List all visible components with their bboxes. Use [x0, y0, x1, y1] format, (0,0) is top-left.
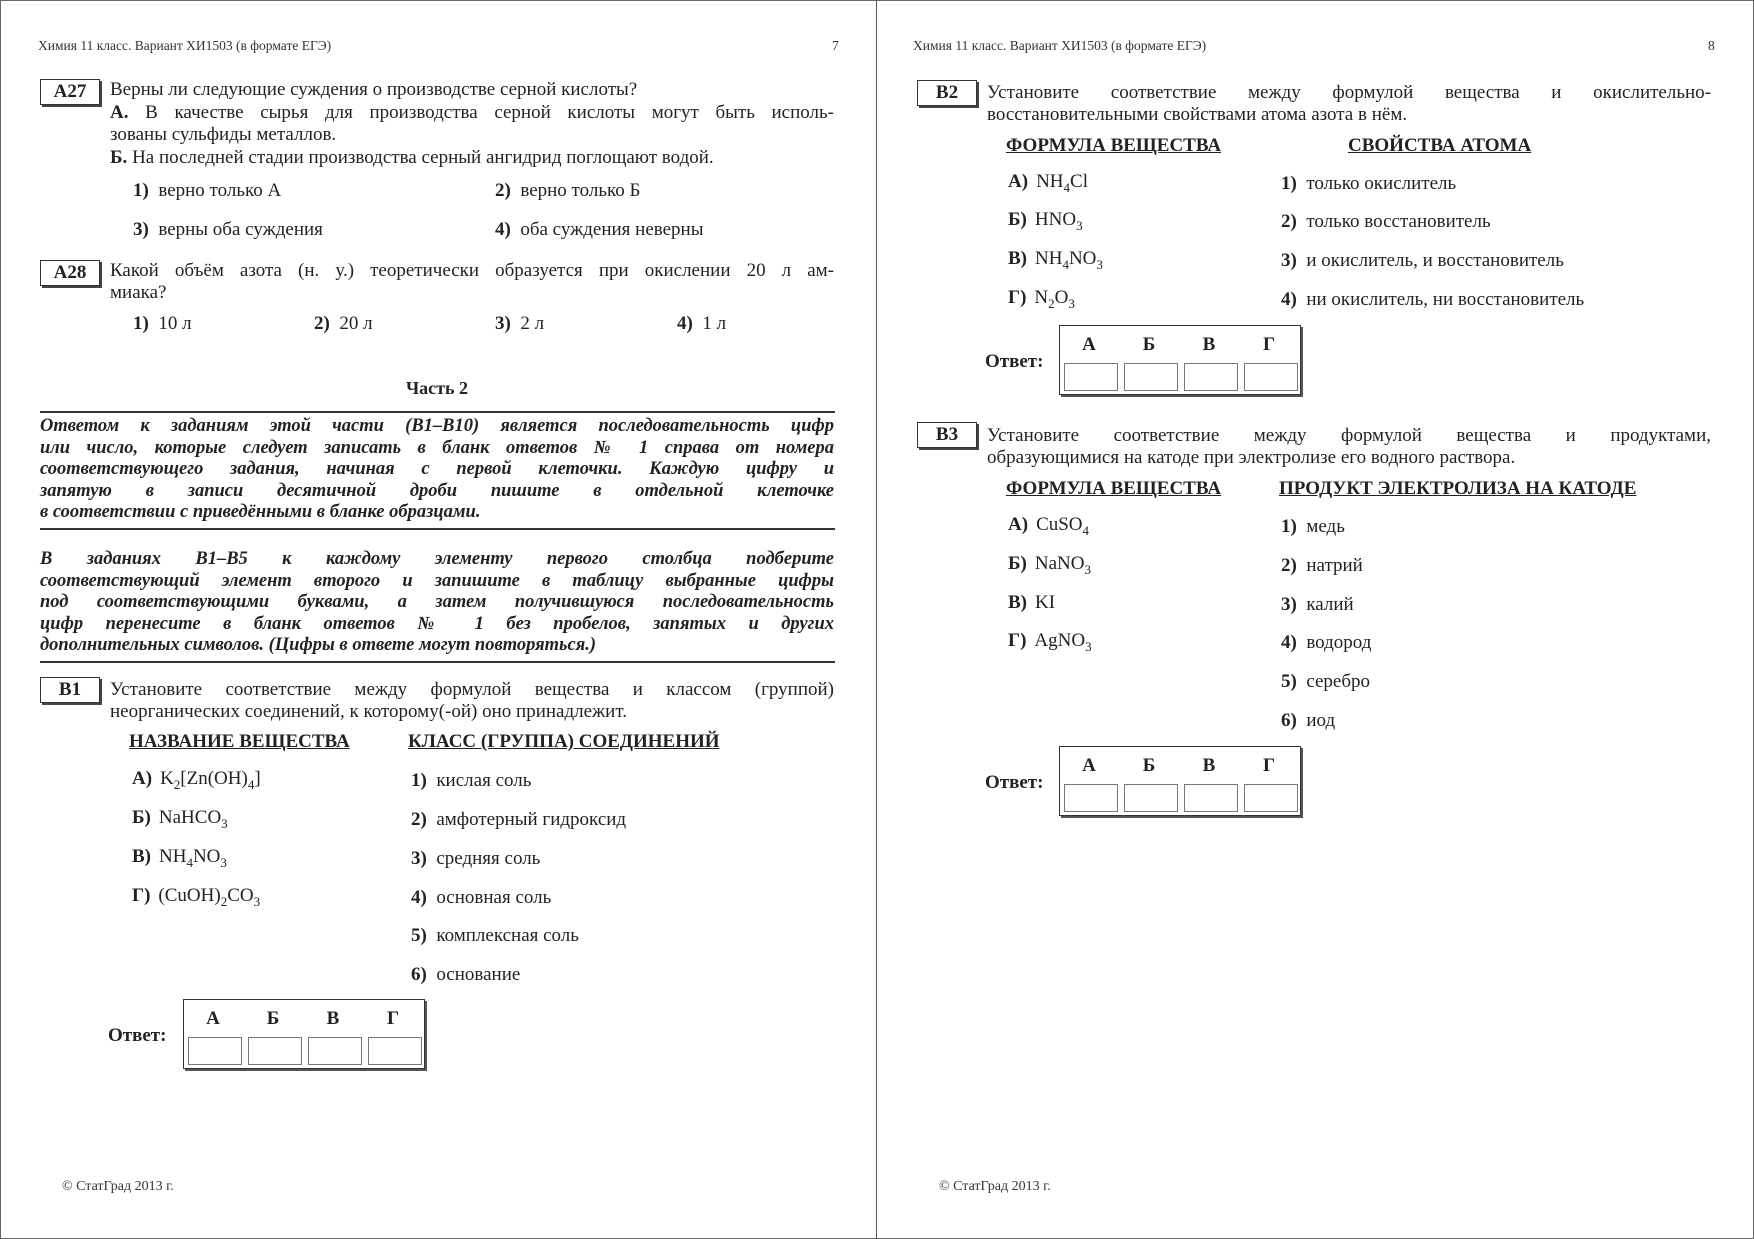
match-right-item: 5) комплексная соль — [411, 925, 579, 946]
right-page — [877, 0, 1754, 1239]
task-tag-a28: А28 — [40, 260, 100, 286]
footer: © СтатГрад 2013 г. — [939, 1179, 1051, 1194]
match-left-item: А) CuSO$_4$ — [1008, 514, 1090, 538]
task-tag-a27: А27 — [40, 79, 100, 105]
answer-table — [1059, 746, 1301, 816]
task-tag-b2: B2 — [917, 80, 977, 106]
match-left-item: Г) $N_2O_3$ — [1008, 287, 1075, 311]
answer-cell[interactable] — [1124, 784, 1178, 812]
option: 4) оба суждения неверны — [495, 219, 704, 240]
left-page — [0, 0, 876, 1239]
rule — [40, 411, 835, 413]
match-right-item: 2) амфотерный гидроксид — [411, 809, 627, 830]
match-right-item: 3) и окислитель, и восстановитель — [1281, 250, 1564, 271]
answer-col-header: Б — [1142, 334, 1156, 355]
answer-label: Ответ: — [985, 772, 1044, 793]
match-left-item: В) $NH_4NO_3$ — [1008, 248, 1103, 272]
answer-cell[interactable] — [1064, 363, 1118, 391]
footer: © СтатГрад 2013 г. — [62, 1179, 174, 1194]
answer-col-header: А — [1082, 755, 1096, 776]
match-right-item: 5) серебро — [1281, 671, 1371, 692]
match-right-item: 1) медь — [1281, 516, 1345, 537]
page-header: Химия 11 класс. Вариант ХИ1503 (в формате ЕГЭ) — [913, 38, 1207, 53]
answer-col-header: Б — [1142, 755, 1156, 776]
page-number: 7 — [832, 38, 839, 53]
match-left-item: А) $NH_4Cl$ — [1008, 171, 1088, 195]
a27-b-label: Б. — [110, 147, 128, 168]
match-left-item: Б) NaNO$_3$ — [1008, 553, 1091, 577]
option: 3) 2 л — [495, 313, 545, 334]
column-header: КЛАСС (ГРУППА) СОЕДИНЕНИЙ — [408, 731, 720, 752]
answer-col-header: Б — [266, 1008, 280, 1029]
answer-col-header: В — [1202, 334, 1216, 355]
column-header: ПРОДУКТ ЭЛЕКТРОЛИЗА НА КАТОДЕ — [1279, 478, 1637, 499]
b3-question: Установите соответствие между формулой вещества и продуктами, образующимися на катоде при электролизе его водного раствора. — [987, 425, 1711, 468]
a27-b-text: На последней стадии производства серный ангидрид поглощают водой. — [132, 147, 714, 168]
option: 2) верно только Б — [495, 180, 641, 201]
column-header: ФОРМУЛА ВЕЩЕСТВА — [1006, 135, 1222, 156]
answer-table — [183, 999, 425, 1069]
match-left-item: Г) $(CuOH)_2CO_3$ — [132, 885, 261, 909]
match-right-item: 2) только восстановитель — [1281, 211, 1491, 232]
a27-question: Верны ли следующие суждения о производстве серной кислоты? — [110, 79, 638, 100]
match-right-item: 1) только окислитель — [1281, 173, 1457, 194]
a28-question: Какой объём азота (н. у.) теоретически образуется при окислении 20 л ам- миака? — [110, 260, 834, 303]
match-right-item: 4) водород — [1281, 632, 1372, 653]
page-number: 8 — [1708, 38, 1715, 53]
rule — [40, 528, 835, 530]
match-left-item: А) $K_2[Zn(OH)_4]$ — [132, 768, 261, 792]
match-right-item: 6) иод — [1281, 710, 1336, 731]
match-right-item: 4) основная соль — [411, 887, 552, 908]
b1-question: Установите соответствие между формулой вещества и классом (группой) неорганических соединений, к которому(-ой) оно принадлежит. — [110, 679, 834, 722]
column-header: СВОЙСТВА АТОМА — [1348, 135, 1532, 156]
answer-col-header: В — [326, 1008, 340, 1029]
instructions-1: Ответом к заданиям этой части (B1–B10) является последовательность цифр или число, которые следует записать в бланк ответов № 1 справа от номера соответствующего задания, начиная с первой клеточки. Каждую цифру и запятую в записи десятичной дроби пишите в отдельной клеточке в соответствии с приведёнными в бланке образцами. — [40, 416, 834, 522]
match-left-item: Б) $HNO_3$ — [1008, 209, 1083, 233]
answer-col-header: А — [206, 1008, 220, 1029]
answer-cell[interactable] — [368, 1037, 422, 1065]
a27-statement-b — [110, 147, 714, 169]
option: 1) 10 л — [133, 313, 192, 334]
match-right-item: 4) ни окислитель, ни восстановитель — [1281, 289, 1585, 310]
answer-label: Ответ: — [985, 351, 1044, 372]
page-header: Химия 11 класс. Вариант ХИ1503 (в формате ЕГЭ) — [38, 38, 332, 53]
answer-col-header: В — [1202, 755, 1216, 776]
a27-a-line2: зованы сульфиды металлов. — [110, 124, 337, 145]
match-left-item: Г) AgNO$_3$ — [1008, 630, 1092, 654]
answer-col-header: А — [1082, 334, 1096, 355]
match-right-item: 2) натрий — [1281, 555, 1363, 576]
answer-cell[interactable] — [188, 1037, 242, 1065]
b2-question: Установите соответствие между формулой вещества и окислительно- восстановительными свойствами атома азота в нём. — [987, 82, 1711, 125]
answer-col-header: Г — [386, 1008, 400, 1029]
rule — [40, 661, 835, 663]
match-right-item: 6) основание — [411, 964, 521, 985]
answer-col-header: Г — [1262, 755, 1276, 776]
option: 3) верны оба суждения — [133, 219, 323, 240]
task-tag-b1: B1 — [40, 677, 100, 703]
match-right-item: 1) кислая соль — [411, 770, 532, 791]
option: 4) 1 л — [677, 313, 727, 334]
a27-a-line1: В качестве сырья для производства серной кислоты могут быть исполь- — [145, 102, 835, 123]
match-right-item: 3) средняя соль — [411, 848, 541, 869]
option: 2) 20 л — [314, 313, 373, 334]
match-left-item: В) $NH_4NO_3$ — [132, 846, 227, 870]
answer-cell[interactable] — [1184, 784, 1238, 812]
column-header: НАЗВАНИЕ ВЕЩЕСТВА — [129, 731, 350, 752]
answer-cell[interactable] — [248, 1037, 302, 1065]
match-right-item: 3) калий — [1281, 594, 1354, 615]
answer-cell[interactable] — [1184, 363, 1238, 391]
part-title: Часть 2 — [405, 378, 469, 398]
answer-cell[interactable] — [1244, 363, 1298, 391]
answer-cell[interactable] — [1064, 784, 1118, 812]
answer-table — [1059, 325, 1301, 395]
match-left-item: В) KI — [1008, 592, 1056, 613]
answer-label: Ответ: — [108, 1025, 167, 1046]
column-header: ФОРМУЛА ВЕЩЕСТВА — [1006, 478, 1222, 499]
task-tag-b3: B3 — [917, 422, 977, 448]
answer-col-header: Г — [1262, 334, 1276, 355]
a27-a-label: А. — [110, 102, 129, 123]
instructions-2: В заданиях B1–B5 к каждому элементу первого столбца подберите соответствующий элемент второго и запишите в таблицу выбранные цифры под соответствующими буквами, а затем получившуюся последовательность цифр перенесите в бланк ответов № 1 без пробелов, запятых и других дополнительных символов. (Цифры в ответе могут повторяться.) — [40, 549, 834, 655]
match-left-item: Б) NaHCO$_3$ — [132, 807, 228, 831]
answer-cell[interactable] — [1124, 363, 1178, 391]
a27-statement-a — [110, 102, 834, 146]
option: 1) верно только А — [133, 180, 282, 201]
answer-cell[interactable] — [1244, 784, 1298, 812]
answer-cell[interactable] — [308, 1037, 362, 1065]
